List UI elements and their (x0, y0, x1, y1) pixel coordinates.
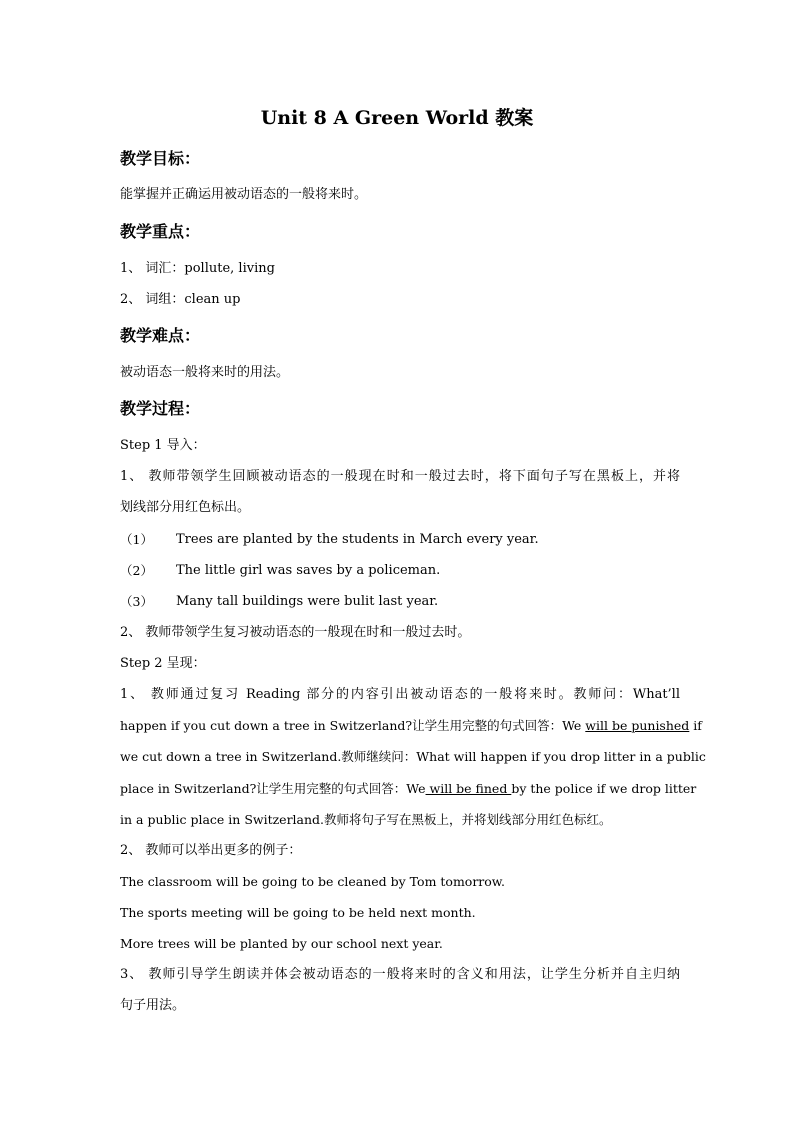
step2-paragraph-line: 1、 教师通过复习 Reading 部分的内容引出被动语态的一般将来时。教师问：What’ll (120, 687, 680, 702)
step2-paragraph-3-line: 3、 教师引导学生朗读并体会被动语态的一般将来时的含义和用法，让学生分析并自主归纳 (120, 967, 680, 982)
step2-paragraph-line (120, 718, 702, 734)
underlined-phrase: will be punished (585, 718, 690, 733)
step1-paragraph-2: 2、 教师带领学生复习被动语态的一般现在时和一般过去时。 (120, 625, 471, 640)
process-heading: 教学过程： (120, 399, 201, 418)
example-sentence: Trees are planted by the students in March every year. (176, 532, 539, 547)
difficulties-heading: 教学难点： (120, 326, 201, 345)
step1-label: Step 1 导入： (120, 438, 206, 453)
sentence-number: （1） (120, 532, 153, 547)
key-point-item: 1、 词汇：pollute, living (120, 261, 275, 276)
step1-paragraph-line: 划线部分用红色标出。 (120, 500, 251, 515)
example-line: The sports meeting will be going to be held next month. (120, 905, 476, 920)
text-run: happen if you cut down a tree in Switzerland?让学生用完整的句式回答：We (120, 718, 586, 733)
step2-paragraph-2: 2、 教师可以举出更多的例子： (120, 843, 302, 858)
sentence-number: （3） (120, 594, 153, 609)
text-run: place in Switzerland?让学生用完整的句式回答：We (120, 781, 426, 796)
step2-paragraph-line (120, 781, 697, 797)
text-run: if (689, 718, 702, 733)
sentence-number: （2） (120, 563, 153, 578)
step2-paragraph-line: in a public place in Switzerland.教师将句子写在黑板上，并将划线部分用红色标红。 (120, 812, 612, 827)
key-point-item: 2、 词组：clean up (120, 292, 241, 307)
example-line: More trees will be planted by our school next year. (120, 936, 443, 951)
step2-paragraph-line: we cut down a tree in Switzerland.教师继续问：What will happen if you drop litter in a public (120, 749, 706, 764)
key-points-heading: 教学重点： (120, 222, 201, 241)
step2-label: Step 2 呈现： (120, 656, 206, 671)
objectives-heading: 教学目标： (120, 149, 201, 168)
step1-paragraph-line: 1、 教师带领学生回顾被动语态的一般现在时和一般过去时，将下面句子写在黑板上，并将 (120, 469, 680, 484)
example-sentence: The little girl was saves by a policeman. (176, 563, 441, 578)
example-line: The classroom will be going to be cleaned by Tom tomorrow. (120, 874, 505, 889)
text-run: by the police if we drop litter (511, 781, 697, 796)
example-sentence: Many tall buildings were bulit last year. (176, 594, 439, 609)
underlined-phrase: will be fined (425, 781, 512, 796)
step2-paragraph-3-line: 句子用法。 (120, 998, 186, 1013)
difficulties-text: 被动语态一般将来时的用法。 (120, 365, 290, 380)
objectives-text: 能掌握并正确运用被动语态的一般将来时。 (120, 187, 368, 202)
document-title: Unit 8 A Green World 教案 (260, 107, 534, 129)
